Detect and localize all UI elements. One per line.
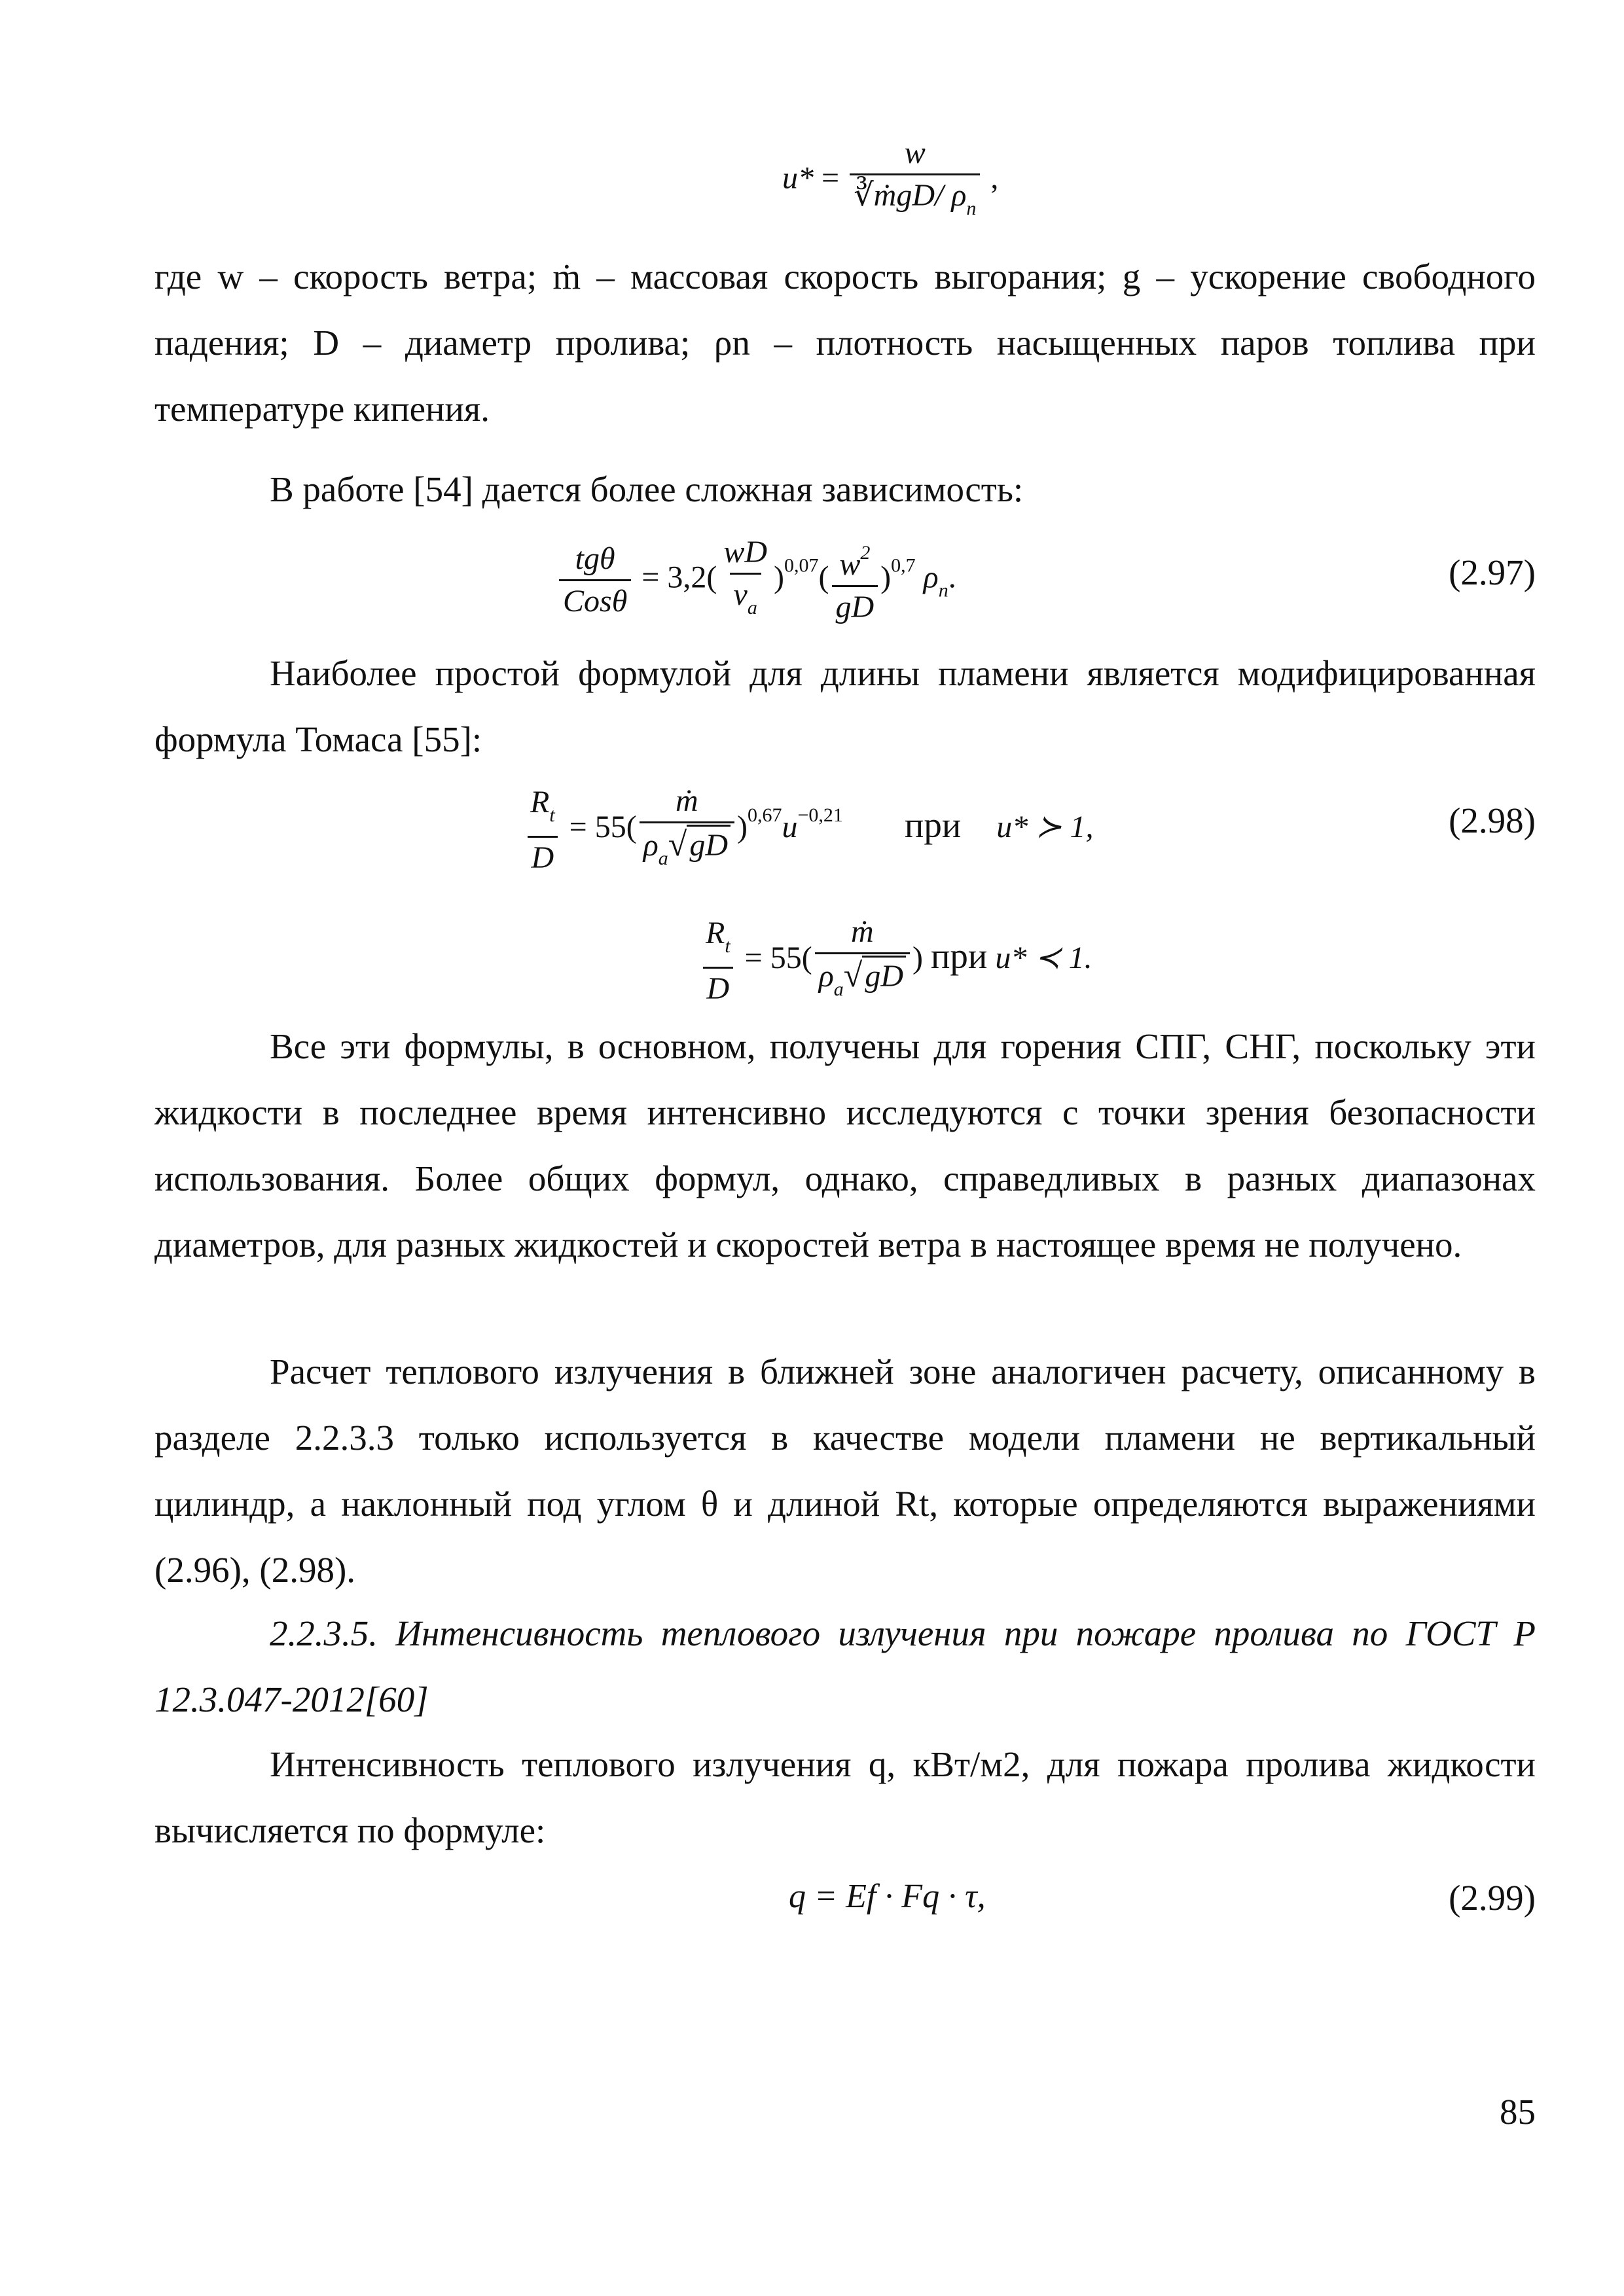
eq298-f-den: ρ <box>643 828 659 863</box>
equation-2-98-case2: $\frac{R_t}{D}$ = 55( $\frac{\text{ṁ}}{\rho_a√gD}$ ) при u* ≺ 1. <box>699 913 1092 1009</box>
eq-denominator: ∛ṁgD/ ρ <box>854 178 967 213</box>
eq298-f-den-root: gD <box>687 825 731 865</box>
paragraph-formulas-note: Все эти формулы, в основном, получены для горения СПГ, СНГ, поскольку эти жидкости в последнее время интенсивно исследуются с точки зрения безопасности использования. Более общих формул, однако, справедливых в разных диапазонах диаметров, для разных жидкостей и скоростей ветра в настоящее время не получено. <box>154 1026 1536 1265</box>
eq-den-sub: n <box>966 198 977 219</box>
eq297-f2-den: gD <box>832 585 878 626</box>
eq298b-lhs-den: D <box>703 967 734 1008</box>
eq297-f1-den: ν <box>733 577 748 612</box>
paragraph-intro-2-97: В работе [54] дается более сложная зависимость: <box>270 469 1024 509</box>
eq-numerator: w <box>904 135 926 170</box>
eq298-coef: = 55( <box>569 810 637 845</box>
equation-2-97: $\frac{\text{tgθ}}{\text{Cosθ}}$ = 3,2( $\frac{wD}{\nu_a}$ )$^{0,07}$( $\frac{w^2}{gD}$ )$^{0,7}$ $\rho_n$. <box>556 533 956 627</box>
equation-2-99: q = Ef · Fq · τ, <box>789 1878 986 1915</box>
eq298b-f-den-sub: a <box>833 978 844 1000</box>
eq298b-cond-word: при <box>930 936 988 977</box>
eq297-f2-num-sup: 2 <box>860 542 871 564</box>
eq297-tail-sub: n <box>938 579 948 601</box>
eq298-exp: 0,67 <box>747 804 782 827</box>
eq297-lhs-num: tgθ <box>575 541 615 576</box>
eq-lhs: u* <box>782 160 814 196</box>
paragraph-thomas-formula: Наиболее простой формулой для длины пламени является модифицированная формула Томаса [55]: <box>154 653 1536 759</box>
eq298b-lhs-num-sub: t <box>725 935 731 957</box>
eq297-f1-num: wD <box>723 535 768 569</box>
eq298-lhs-num-sub: t <box>549 804 555 826</box>
eq298b-close: ) <box>912 941 923 976</box>
eq297-exp1: 0,07 <box>784 554 819 577</box>
eq298b-cond: u* ≺ 1. <box>995 941 1092 976</box>
equation-number-2-98: (2.98) <box>1449 800 1536 840</box>
equation-number-2-97: (2.97) <box>1449 552 1536 592</box>
eq297-exp2: 0,7 <box>891 554 916 577</box>
eq298b-f-num: ṁ <box>851 914 874 949</box>
eq298-cond-word: при <box>904 805 962 846</box>
eq298b-coef: = 55( <box>744 941 812 976</box>
eq297-f2-num: w <box>839 547 861 582</box>
eq297-f1-den-sub: a <box>747 597 757 619</box>
paragraph-definitions: где w – скорость ветра; ṁ – массовая скорость выгорания; g – ускорение свободного падения; D – диаметр пролива; ρn – плотность насыщенных паров топлива при температуре кипения. <box>154 257 1536 429</box>
eq298b-lhs-num: R <box>706 915 725 950</box>
eq298-u-exp: −0,21 <box>797 804 843 827</box>
paragraph-near-zone: Расчет теплового излучения в ближней зоне аналогичен расчету, описанному в разделе 2.2.3.3 только используется в качестве модели пламени не вертикальный цилиндр, а наклонный под углом θ и длиной Rt, которые определяются выражениями (2.96), (2.98). <box>154 1352 1536 1590</box>
eq297-lhs-den: Cosθ <box>559 579 631 620</box>
eq298-cond: u* ≻ 1, <box>996 810 1094 845</box>
equation-2-98: $\frac{R_t}{D}$ = 55( $\frac{\text{ṁ}}{\rho_a√gD}$ )$^{0,67}u^{-0,21}$ при u* ≻ 1, <box>524 782 1094 878</box>
eq297-tail-end: . <box>948 560 956 595</box>
eq298b-f-den-root: gD <box>862 956 906 996</box>
eq298-lhs-num: R <box>530 784 550 819</box>
eq298-lhs-den: D <box>528 836 558 877</box>
eq298-f-num: ṁ <box>676 783 698 818</box>
eq-fraction <box>850 134 980 228</box>
eq-tail: , <box>990 160 999 196</box>
section-heading-2-2-3-5: 2.2.3.5. Интенсивность теплового излучения при пожаре пролива по ГОСТ Р 12.3.047-2012[60] <box>154 1613 1536 1719</box>
equation-u-star: u* = $\frac{w}{∛ṁgD/ \rho_n}$ , <box>782 134 998 228</box>
eq298-u: u <box>782 810 798 845</box>
page-number: 85 <box>1500 2092 1536 2132</box>
paragraph-intensity: Интенсивность теплового излучения q, кВт/м2, для пожара пролива жидкости вычисляется по формуле: <box>154 1744 1536 1850</box>
equation-number-2-99: (2.99) <box>1449 1878 1536 1918</box>
eq298-f-den-sub: a <box>658 848 668 869</box>
eq297-tail: ρ <box>923 560 939 595</box>
eq298b-f-den: ρ <box>818 959 834 994</box>
eq297-coef: = 3,2( <box>641 560 717 595</box>
